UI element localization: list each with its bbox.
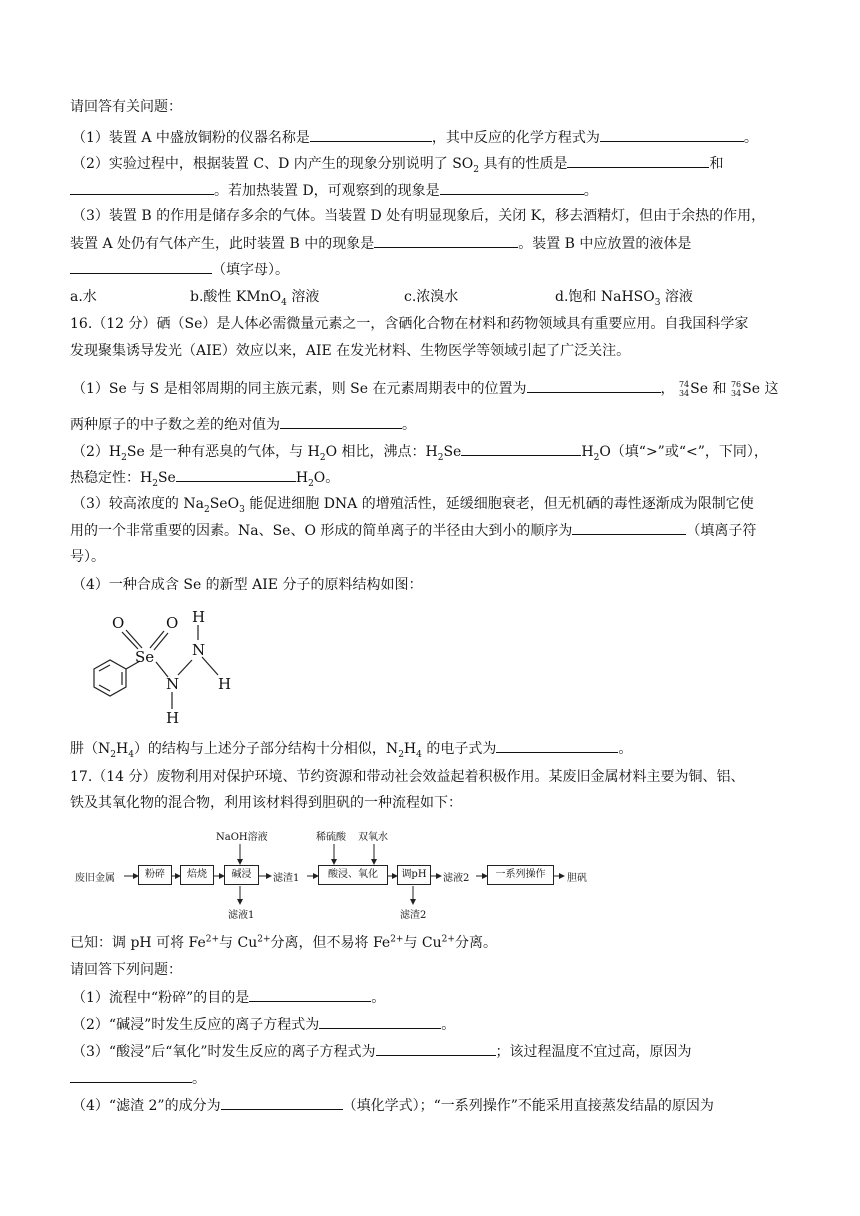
answer-blank[interactable] xyxy=(221,1095,343,1110)
isotope-se76: 76 34 Se xyxy=(730,380,761,398)
flow-filtrate1: 滤液1 xyxy=(228,910,255,921)
answer-blank[interactable] xyxy=(376,1041,496,1056)
answer-blank[interactable] xyxy=(70,180,214,195)
flow-step-roast: 焙烧 xyxy=(180,865,214,885)
answer-blank[interactable] xyxy=(440,180,584,195)
flow-step-alkali: 碱浸 xyxy=(224,865,259,885)
flow-residue1: 滤渣1 xyxy=(273,873,300,884)
option-d: d.饱和 NaHSO$_3$ 溶液 xyxy=(555,289,693,308)
answer-blank[interactable] xyxy=(461,441,581,456)
answer-blank[interactable] xyxy=(70,259,212,274)
q16-part2: $(2)H_2Se$ 是一种有恶臭的气体，与 $H_2O$ 相比，沸点：$H_2Se$ $H_2O$（填“>”或“<”，下同）， xyxy=(72,441,768,462)
q17-part4: （4）“滤渣 2”的成分为 （填化学式）；“一系列操作”不能采用直接蒸发结晶的原因为 xyxy=(72,1095,714,1116)
q15-part2: （2）实验过程中，根据装置 C、D 内产生的现象分别说明了 $SO_2$ 具有的性质是 和 xyxy=(72,153,723,174)
atom-n-lower: N xyxy=(166,675,180,693)
q16-part3-cont: 用的一个非常重要的因素。Na、Se、O 形成的简单离子的半径由大到小的顺序为 （填离子符 xyxy=(70,520,756,541)
answer-blank[interactable] xyxy=(176,467,296,482)
answer-blank[interactable] xyxy=(249,987,371,1002)
answer-blank[interactable] xyxy=(600,127,744,142)
flow-residue2: 滤渣2 xyxy=(400,910,427,921)
q17-stem: 17.（14 分）废物利用对保护环境、节约资源和带动社会效益起着积极作用。某废旧金属材料主要为铜、铝、 xyxy=(70,769,745,785)
atom-h-top: H xyxy=(192,608,206,626)
q17-intro: 请回答下列问题： xyxy=(70,962,182,978)
q16-part1-cont: 两种原子的中子数之差的绝对值为 。 xyxy=(70,414,416,435)
answer-blank[interactable] xyxy=(319,1014,441,1029)
q17-part3-cont: 。 xyxy=(70,1068,206,1089)
flow-reagent-naoh: NaOH溶液 xyxy=(216,832,268,843)
answer-blank[interactable] xyxy=(496,738,618,753)
q16-stem: 16.（12 分）硒（Se）是人体必需微量元素之一，含硒化合物在材料和药物领域具有重要应用。自我国科学家 xyxy=(70,316,749,332)
q15-intro: 请回答有关问题： xyxy=(70,99,182,115)
atom-se: Se xyxy=(135,648,155,666)
q15-part3-cont: 装置 A 处仍有气体产生，此时装置 B 中的现象是 。装置 B 中应放置的液体是 xyxy=(70,233,691,254)
answer-blank[interactable] xyxy=(567,153,709,168)
q15-part3: （3）装置 B 的作用是储存多余的气体。当装置 D 处有明显现象后，关闭 K，移去酒精灯，但由于余热的作用， xyxy=(72,208,766,224)
flow-step-acidox: 酸浸、氧化 xyxy=(318,865,388,885)
flow-end: 胆矾 xyxy=(567,873,587,884)
answer-blank[interactable] xyxy=(527,378,661,393)
se-molecule-structure xyxy=(80,605,250,730)
q15-part2-cont: 。若加热装置 D，可观察到的现象是 。 xyxy=(70,180,598,201)
q17-part1: （1）流程中“粉碎”的目的是 。 xyxy=(72,987,385,1008)
atom-h-right: H xyxy=(218,675,232,693)
q15-part1: （1）装置 A 中盛放铜粉的仪器名称是 ，其中反应的化学方程式为 。 xyxy=(72,127,758,148)
q17-part2: （2）“碱浸”时发生反应的离子方程式为 。 xyxy=(72,1014,455,1035)
flow-reagent-h2o2: 双氧水 xyxy=(358,832,388,843)
option-a: a.水 xyxy=(70,289,97,305)
q17-part3: （3）“酸浸”后“氧化”时发生反应的离子方程式为 ；该过程温度不宜过高，原因为 xyxy=(72,1041,692,1062)
answer-blank[interactable] xyxy=(280,414,402,429)
flow-step-ops: 一系列操作 xyxy=(487,865,554,885)
answer-blank[interactable] xyxy=(70,1068,192,1083)
answer-blank[interactable] xyxy=(374,233,518,248)
q16-part2-cont: 热稳定性：$H_2Se$ $H_2O$。 xyxy=(70,467,339,488)
option-c: c.浓溴水 xyxy=(404,289,459,305)
atom-o-right: O xyxy=(166,614,179,632)
atom-n-upper: N xyxy=(192,641,206,659)
q16-part3-cont2: 号）。 xyxy=(70,549,105,565)
q16-part1: （1）Se 与 S 是相邻周期的同主族元素，则 Se 在元素周期表中的位置为 ， 74 34 Se 和 76 34 Se 这 xyxy=(72,380,779,398)
answer-blank[interactable] xyxy=(310,127,432,142)
q16-part4: （4）一种合成含 Se 的新型 AIE 分子的原料结构如图： xyxy=(72,577,423,593)
flow-reagent-acid: 稀硫酸 xyxy=(316,832,346,843)
isotope-se74: 74 34 Se xyxy=(678,380,709,398)
atom-h-bottom: H xyxy=(166,709,180,727)
q15-part3-cont2: （填字母）。 xyxy=(70,259,289,280)
q16-part5: 肼$(N_2H_4)$的结构与上述分子部分结构十分相似，$N_2H_4$ 的电子式为 。 xyxy=(70,738,632,759)
atom-o-left: O xyxy=(112,614,125,632)
flow-step-ph: 调pH xyxy=(397,865,431,885)
q16-stem-cont: 发现聚集诱导发光（AIE）效应以来，AIE 在发光材料、生物医学等领域引起了广泛关注。 xyxy=(70,343,631,359)
option-b: b.酸性 KMnO$_4$ 溶液 xyxy=(190,289,320,308)
q16-part3: （3）较高浓度的 $Na_2SeO_3$ 能促进细胞 DNA 的增殖活性，延缓细胞衰老，但无机硒的毒性逐渐成为限制它使 xyxy=(72,496,754,515)
flow-filtrate2: 滤液2 xyxy=(443,873,470,884)
answer-blank[interactable] xyxy=(572,520,686,535)
q17-stem-cont: 铁及其氧化物的混合物，利用该材料得到胆矾的一种流程如下： xyxy=(70,795,462,811)
flow-step-crush: 粉碎 xyxy=(138,865,172,885)
q17-known: 已知：调 pH 可将 $Fe^{2+}$与 $Cu^{2+}$分离，但不易将 $Fe^{2+}$与 $Cu^{2+}$分离。 xyxy=(70,934,497,951)
flow-start: 废旧金属 xyxy=(75,873,115,884)
